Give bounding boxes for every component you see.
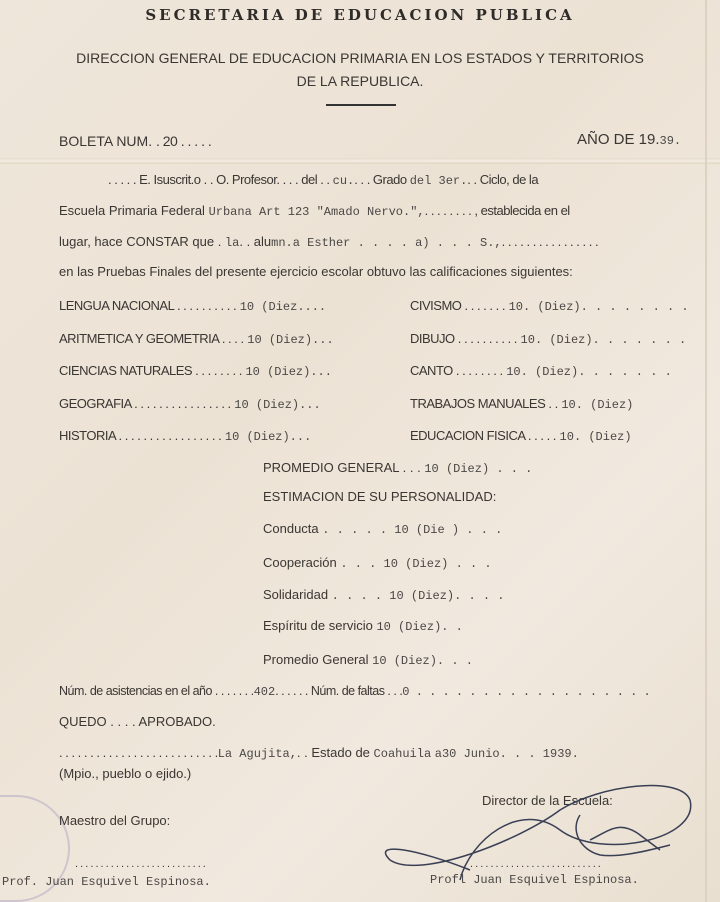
estimacion-item: Espíritu de servicio 10 (Diez). . [263, 618, 463, 634]
grade-row-right: CIVISMO . . . . . . . 10. (Diez). . . . . . . . [410, 298, 689, 314]
body-line-1: . . . . . E. Isuscrit.o . . O. Profesor. . . . del . . cu.. . . Grado del 3er.. . Ciclo, de la [108, 172, 539, 188]
director-name: Profl Juan Esquivel Espinosa. [430, 873, 639, 887]
asistencias: Núm. de asistencias en el año . . . . . . .402. . . . . . Núm. de faltas . . .0 . . . . . . . . . . . . . . . . . . [59, 684, 651, 699]
body-line-3: lugar, hace CONSTAR que . la. . alumn.a Esther . . . . a) . . . S.,. . . . . . . . . . . . . . . . [59, 234, 599, 250]
grade-row-right: TRABAJOS MANUALES . . 10. (Diez) [410, 395, 634, 412]
boleta-number: BOLETA NUM. . 20 . . . . . [59, 133, 212, 149]
estimacion-heading: ESTIMACION DE SU PERSONALIDAD: [263, 489, 497, 504]
estimacion-item: Cooperación . . . 10 (Diez) . . . [263, 555, 492, 571]
grade-row: ARITMETICA Y GEOMETRIA . . . . 10 (Diez)... [59, 330, 334, 347]
grade-row: LENGUA NACIONAL . . . . . . . . . . 10 (Diez.... [59, 298, 327, 314]
grade-row-right: EDUCACION FISICA . . . . . 10. (Diez) [410, 428, 632, 444]
director-signature-line: . . . . . . . . . . . . . . . . . . . . . . . . . . [470, 858, 601, 870]
lugar-fecha: . . . . . . . . . . . . . . . . . . . . . . . . . .La Agujita,. . Estado de Coahuila a30 Junio. . . 1939. [59, 745, 579, 761]
grade-row: GEOGRAFIA . . . . . . . . . . . . . . . . 10 (Diez)... [59, 395, 321, 412]
maestro-signature-line: . . . . . . . . . . . . . . . . . . . . . . . . . . [75, 858, 206, 870]
maestro-name: Prof. Juan Esquivel Espinosa. [2, 875, 211, 889]
estimacion-item: Solidaridad . . . . 10 (Diez). . . . [263, 587, 505, 603]
grade-row: HISTORIA . . . . . . . . . . . . . . . . . 10 (Diez)... [59, 428, 312, 444]
grade-row-right: CANTO . . . . . . . . 10. (Diez). . . . . . . [410, 363, 672, 379]
boleta-year: AÑO DE 19.39. [577, 131, 682, 148]
estimacion-item: Promedio General 10 (Diez). . . [263, 652, 473, 668]
document-subtitle-2: DE LA REPUBLICA. [296, 73, 424, 89]
document-title: SECRETARIA DE EDUCACION PUBLICA [145, 6, 575, 24]
estimacion-item: Conducta . . . . . 10 (Die ) . . . [263, 521, 503, 537]
director-label: Director de la Escuela: [482, 793, 613, 808]
grade-row-right: DIBUJO . . . . . . . . . . 10. (Diez). . . . . . . [410, 330, 687, 347]
lugar-hint: (Mpio., pueblo o ejido.) [59, 766, 192, 781]
grade-row: CIENCIAS NATURALES . . . . . . . . 10 (Diez)... [59, 363, 332, 379]
maestro-label: Maestro del Grupo: [59, 813, 171, 828]
resultado: QUEDO . . . . APROBADO. [59, 714, 216, 729]
body-line-2: Escuela Primaria Federal Urbana Art 123 "Amado Nervo.",. . . . . . . . , establecida en el [59, 203, 570, 219]
promedio-general: PROMEDIO GENERAL . . . 10 (Diez) . . . [263, 460, 533, 476]
document-subtitle: DIRECCION GENERAL DE EDUCACION PRIMARIA EN LOS ESTADOS Y TERRITORIOS [76, 50, 644, 66]
body-line-4: en las Pruebas Finales del presente ejercicio escolar obtuvo las calificaciones siguientes: [59, 264, 573, 279]
